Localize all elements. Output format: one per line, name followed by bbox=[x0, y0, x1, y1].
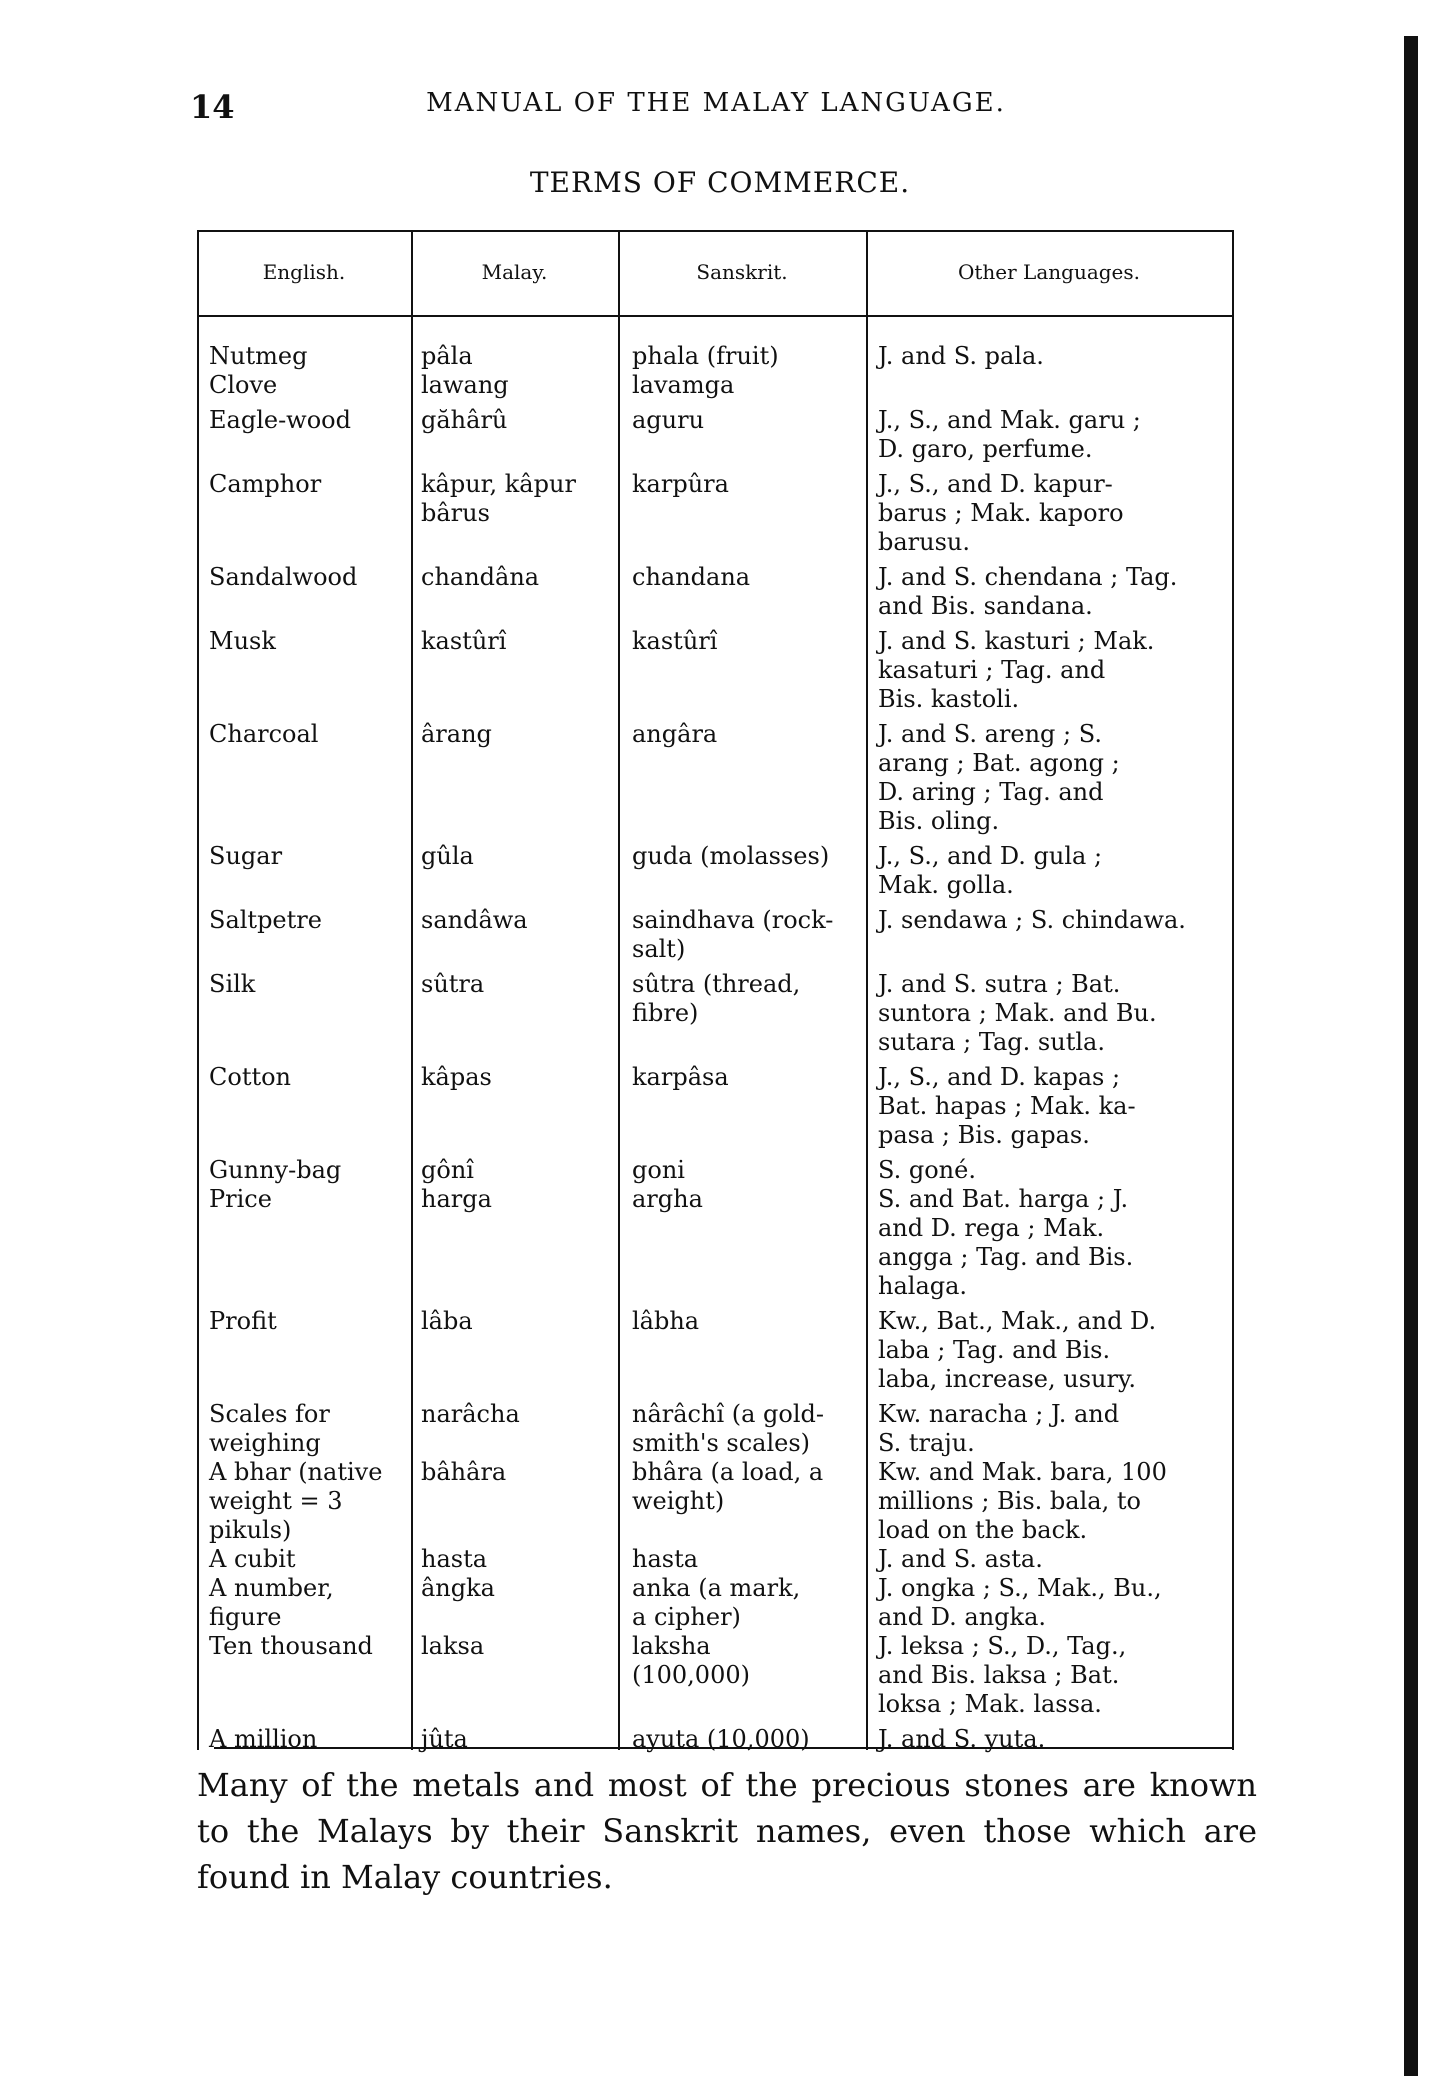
table-body bbox=[197, 342, 1234, 1754]
cell-malay: pâla bbox=[421, 342, 473, 370]
cell-malay: ângka bbox=[421, 1574, 495, 1602]
cell-sanskrit: laksha (100,000) bbox=[632, 1632, 750, 1689]
cell-english: Musk bbox=[209, 627, 276, 655]
cell-sanskrit: saindhava (rock- salt) bbox=[632, 906, 834, 963]
cell-other-languages: J., S., and Mak. garu ; D. garo, perfume. bbox=[878, 406, 1141, 463]
cell-english: Silk bbox=[209, 970, 256, 998]
table-row bbox=[197, 1063, 1234, 1150]
cell-other-languages: J. and S. asta. bbox=[878, 1545, 1043, 1573]
cell-sanskrit: lâbha bbox=[632, 1307, 700, 1335]
cell-other-languages bbox=[866, 371, 1232, 400]
cell-sanskrit: chandana bbox=[632, 563, 751, 591]
cell-english: Nutmeg bbox=[209, 342, 308, 370]
page-number: 14 bbox=[190, 88, 235, 126]
table-row bbox=[197, 720, 1234, 836]
cell-english: Profit bbox=[209, 1307, 277, 1335]
cell-other-languages: Kw., Bat., Mak., and D. laba ; Tag. and Bis. laba, increase, usury. bbox=[878, 1307, 1157, 1393]
cell-english: A million bbox=[209, 1725, 318, 1753]
cell-english: Saltpetre bbox=[209, 906, 322, 934]
cell-other-languages: J. and S. kasturi ; Mak. kasaturi ; Tag. and Bis. kastoli. bbox=[878, 627, 1155, 713]
cell-malay: bâhâra bbox=[421, 1458, 507, 1486]
cell-english: Gunny-bag bbox=[209, 1156, 342, 1184]
table-row bbox=[197, 1632, 1234, 1719]
table-row bbox=[197, 470, 1234, 557]
table-row bbox=[197, 627, 1234, 714]
cell-english: Cotton bbox=[209, 1063, 292, 1091]
cell-malay: găhârû bbox=[421, 406, 508, 434]
table-row bbox=[197, 563, 1234, 621]
table-row bbox=[197, 1574, 1234, 1632]
table-row bbox=[197, 1458, 1234, 1545]
cell-malay: kastûrî bbox=[421, 627, 507, 655]
table-row bbox=[197, 1725, 1234, 1754]
cell-other-languages: J., S., and D. gula ; Mak. golla. bbox=[878, 842, 1103, 899]
table-row bbox=[197, 1400, 1234, 1458]
cell-malay: laksa bbox=[421, 1632, 485, 1660]
table-row bbox=[197, 1156, 1234, 1185]
cell-english: Clove bbox=[209, 371, 278, 399]
cell-other-languages: Kw. naracha ; J. and S. traju. bbox=[878, 1400, 1120, 1457]
cell-malay: hasta bbox=[421, 1545, 488, 1573]
table-row bbox=[197, 906, 1234, 964]
cell-english: Eagle-wood bbox=[209, 406, 351, 434]
running-head: MANUAL OF THE MALAY LANGUAGE. bbox=[426, 88, 1006, 118]
cell-malay: chandâna bbox=[421, 563, 540, 591]
cell-sanskrit: guda (molasses) bbox=[632, 842, 830, 870]
cell-sanskrit: goni bbox=[632, 1156, 685, 1184]
cell-sanskrit: kastûrî bbox=[632, 627, 718, 655]
header-rule bbox=[197, 315, 1234, 317]
cell-malay: kâpas bbox=[421, 1063, 492, 1091]
cell-sanskrit: karpûra bbox=[632, 470, 729, 498]
cell-sanskrit: lavamga bbox=[632, 371, 735, 399]
cell-english: Price bbox=[209, 1185, 272, 1213]
footer-paragraph: Many of the metals and most of the precious stones are known to the Malays by their Sanskrit names, even those which are found in Malay countries. bbox=[197, 1766, 1257, 1896]
cell-other-languages: J., S., and D. kapas ; Bat. hapas ; Mak. ka- pasa ; Bis. gapas. bbox=[878, 1063, 1136, 1149]
page-edge-bar bbox=[1404, 36, 1418, 2076]
cell-other-languages: J. and S. chendana ; Tag. and Bis. sandana. bbox=[878, 563, 1178, 620]
cell-malay: lâba bbox=[421, 1307, 473, 1335]
cell-other-languages: J. and S. sutra ; Bat. suntora ; Mak. and Bu. sutara ; Tag. sutla. bbox=[878, 970, 1157, 1056]
cell-english: Scales for weighing bbox=[209, 1400, 330, 1457]
cell-english: A bhar (native weight = 3 pikuls) bbox=[209, 1458, 383, 1544]
header-malay: Malay. bbox=[481, 260, 548, 284]
cell-sanskrit: bhâra (a load, a weight) bbox=[632, 1458, 824, 1515]
cell-other-languages: S. goné. bbox=[878, 1156, 976, 1184]
cell-english: A cubit bbox=[209, 1545, 296, 1573]
header-english: English. bbox=[262, 260, 346, 284]
section-title: TERMS OF COMMERCE. bbox=[529, 166, 911, 199]
cell-english: Ten thousand bbox=[209, 1632, 373, 1660]
cell-english: Charcoal bbox=[209, 720, 319, 748]
header-other-languages: Other Languages. bbox=[957, 260, 1141, 284]
cell-sanskrit: aguru bbox=[632, 406, 705, 434]
table-row bbox=[197, 1307, 1234, 1394]
cell-other-languages: J. and S. pala. bbox=[878, 342, 1044, 370]
cell-english: Camphor bbox=[209, 470, 322, 498]
cell-sanskrit: phala (fruit) bbox=[632, 342, 779, 370]
cell-other-languages: J. ongka ; S., Mak., Bu., and D. angka. bbox=[878, 1574, 1162, 1631]
cell-other-languages: J. leksa ; S., D., Tag., and Bis. laksa ; Bat. loksa ; Mak. lassa. bbox=[878, 1632, 1127, 1718]
cell-sanskrit: hasta bbox=[632, 1545, 699, 1573]
cell-malay: gûla bbox=[421, 842, 474, 870]
cell-sanskrit: nârâchî (a gold- smith's scales) bbox=[632, 1400, 825, 1457]
cell-malay: lawang bbox=[421, 371, 509, 399]
cell-english: Sugar bbox=[209, 842, 283, 870]
header-sanskrit: Sanskrit. bbox=[696, 260, 788, 284]
table-row bbox=[197, 406, 1234, 464]
commerce-table bbox=[197, 230, 1234, 1753]
cell-english: Sandalwood bbox=[209, 563, 358, 591]
cell-malay: sandâwa bbox=[421, 906, 528, 934]
table-row bbox=[197, 1545, 1234, 1574]
table-row bbox=[197, 970, 1234, 1057]
cell-other-languages: J., S., and D. kapur- barus ; Mak. kaporo barusu. bbox=[878, 470, 1124, 556]
cell-other-languages: Kw. and Mak. bara, 100 millions ; Bis. bala, to load on the back. bbox=[878, 1458, 1167, 1544]
cell-sanskrit: anka (a mark, a cipher) bbox=[632, 1574, 801, 1631]
cell-malay: harga bbox=[421, 1185, 492, 1213]
cell-sanskrit: argha bbox=[632, 1185, 703, 1213]
cell-other-languages: S. and Bat. harga ; J. and D. rega ; Mak. angga ; Tag. and Bis. halaga. bbox=[878, 1185, 1134, 1300]
cell-english: A number, figure bbox=[209, 1574, 334, 1631]
cell-sanskrit: karpâsa bbox=[632, 1063, 729, 1091]
table-bottom-rule bbox=[214, 1747, 1234, 1749]
cell-malay: gônî bbox=[421, 1156, 474, 1184]
table-row bbox=[197, 342, 1234, 371]
cell-sanskrit: sûtra (thread, fibre) bbox=[632, 970, 801, 1027]
cell-sanskrit: angâra bbox=[632, 720, 718, 748]
table-row bbox=[197, 371, 1234, 400]
cell-malay: kâpur, kâpur bârus bbox=[421, 470, 576, 527]
cell-other-languages: J. and S. yuta. bbox=[878, 1725, 1046, 1753]
table-row bbox=[197, 1185, 1234, 1301]
cell-malay: jûta bbox=[421, 1725, 468, 1753]
cell-malay: ârang bbox=[421, 720, 492, 748]
table-row bbox=[197, 842, 1234, 900]
cell-malay: narâcha bbox=[421, 1400, 520, 1428]
cell-other-languages: J. and S. areng ; S. arang ; Bat. agong ; D. aring ; Tag. and Bis. oling. bbox=[878, 720, 1120, 835]
cell-other-languages: J. sendawa ; S. chindawa. bbox=[878, 906, 1186, 934]
cell-sanskrit: ayuta (10,000) bbox=[632, 1725, 810, 1753]
cell-malay: sûtra bbox=[421, 970, 485, 998]
